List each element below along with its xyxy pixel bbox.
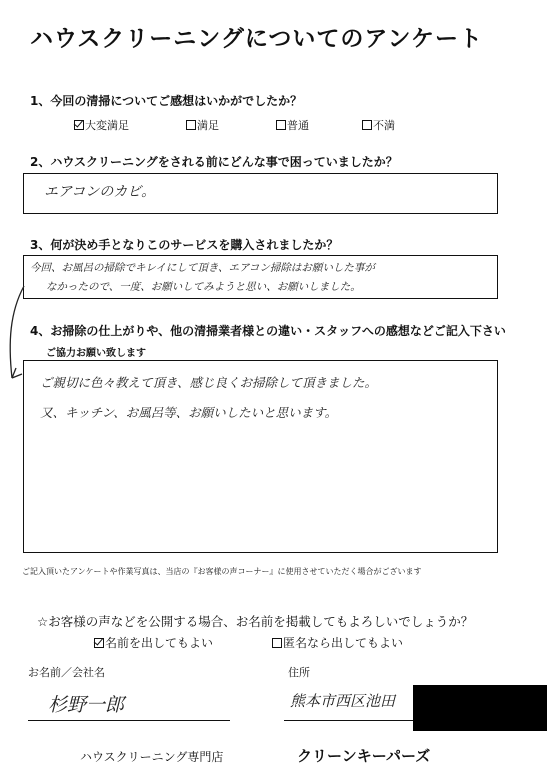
checkbox-icon[interactable] — [276, 120, 286, 130]
question-2: 2、ハウスクリーニングをされる前にどんな事で困っていましたか？ — [30, 155, 398, 169]
answer-3-line-2: なかったので、一度、お願いしてみようと思い、お願いしました。 — [46, 281, 361, 293]
address-label: 住所 — [288, 666, 310, 679]
answer-4-line-2: 又、キッチン、お風呂等、お願いしたいと思います。 — [40, 405, 338, 420]
footer-shop: ハウスクリーニング専門店 — [80, 750, 224, 764]
question-3: 3、何が決め手となりこのサービスを購入されましたか？ — [30, 238, 339, 252]
redaction-block — [413, 685, 547, 731]
checkbox-checked-icon[interactable] — [74, 120, 84, 130]
address-value: 熊本市西区池田 — [290, 692, 396, 710]
question-4-sub: ご協力お願い致します — [46, 348, 146, 359]
name-underline — [28, 720, 230, 721]
answer-2-text: エアコンのカビ。 — [44, 184, 156, 200]
q1-option-satisfied[interactable]: 満足 — [186, 117, 219, 133]
name-label: お名前／会社名 — [28, 666, 105, 679]
usage-notice: ご記入頂いたアンケートや作業写真は、当店の『お客様の声コーナー』に使用させていただく場合がございます — [22, 567, 422, 576]
q1-option-very-satisfied[interactable]: 大変満足 — [74, 117, 129, 133]
question-1: 1、今回の清掃についてご感想はいかがでしたか？ — [30, 94, 303, 108]
checkbox-checked-icon[interactable] — [94, 638, 104, 648]
q1-option-dissatisfied[interactable]: 不満 — [362, 117, 395, 133]
publish-question: ☆お客様の声などを公開する場合、お名前を掲載してもよろしいでしょうか？ — [37, 614, 474, 629]
answer-4-line-1: ご親切に色々教えて頂き、感じ良くお掃除して頂きました。 — [40, 375, 378, 390]
checkbox-icon[interactable] — [362, 120, 372, 130]
publish-option-named[interactable]: 名前を出してもよい — [94, 634, 213, 651]
q1-option-normal[interactable]: 普通 — [276, 117, 309, 133]
question-4: 4、お掃除の仕上がりや、他の清掃業者様との違い・スタッフへの感想などご記入下さい — [30, 324, 506, 338]
checkbox-icon[interactable] — [272, 638, 282, 648]
name-value: 杉野一郎 — [48, 694, 125, 716]
page-title: ハウスクリーニングについてのアンケート — [30, 26, 484, 52]
footer-brand: クリーンキーパーズ — [297, 747, 431, 765]
publish-option-anonymous[interactable]: 匿名なら出してもよい — [272, 634, 403, 651]
checkbox-icon[interactable] — [186, 120, 196, 130]
answer-3-line-1: 今回、お風呂の掃除でキレイにして頂き、エアコン掃除はお願いした事が — [30, 262, 375, 274]
